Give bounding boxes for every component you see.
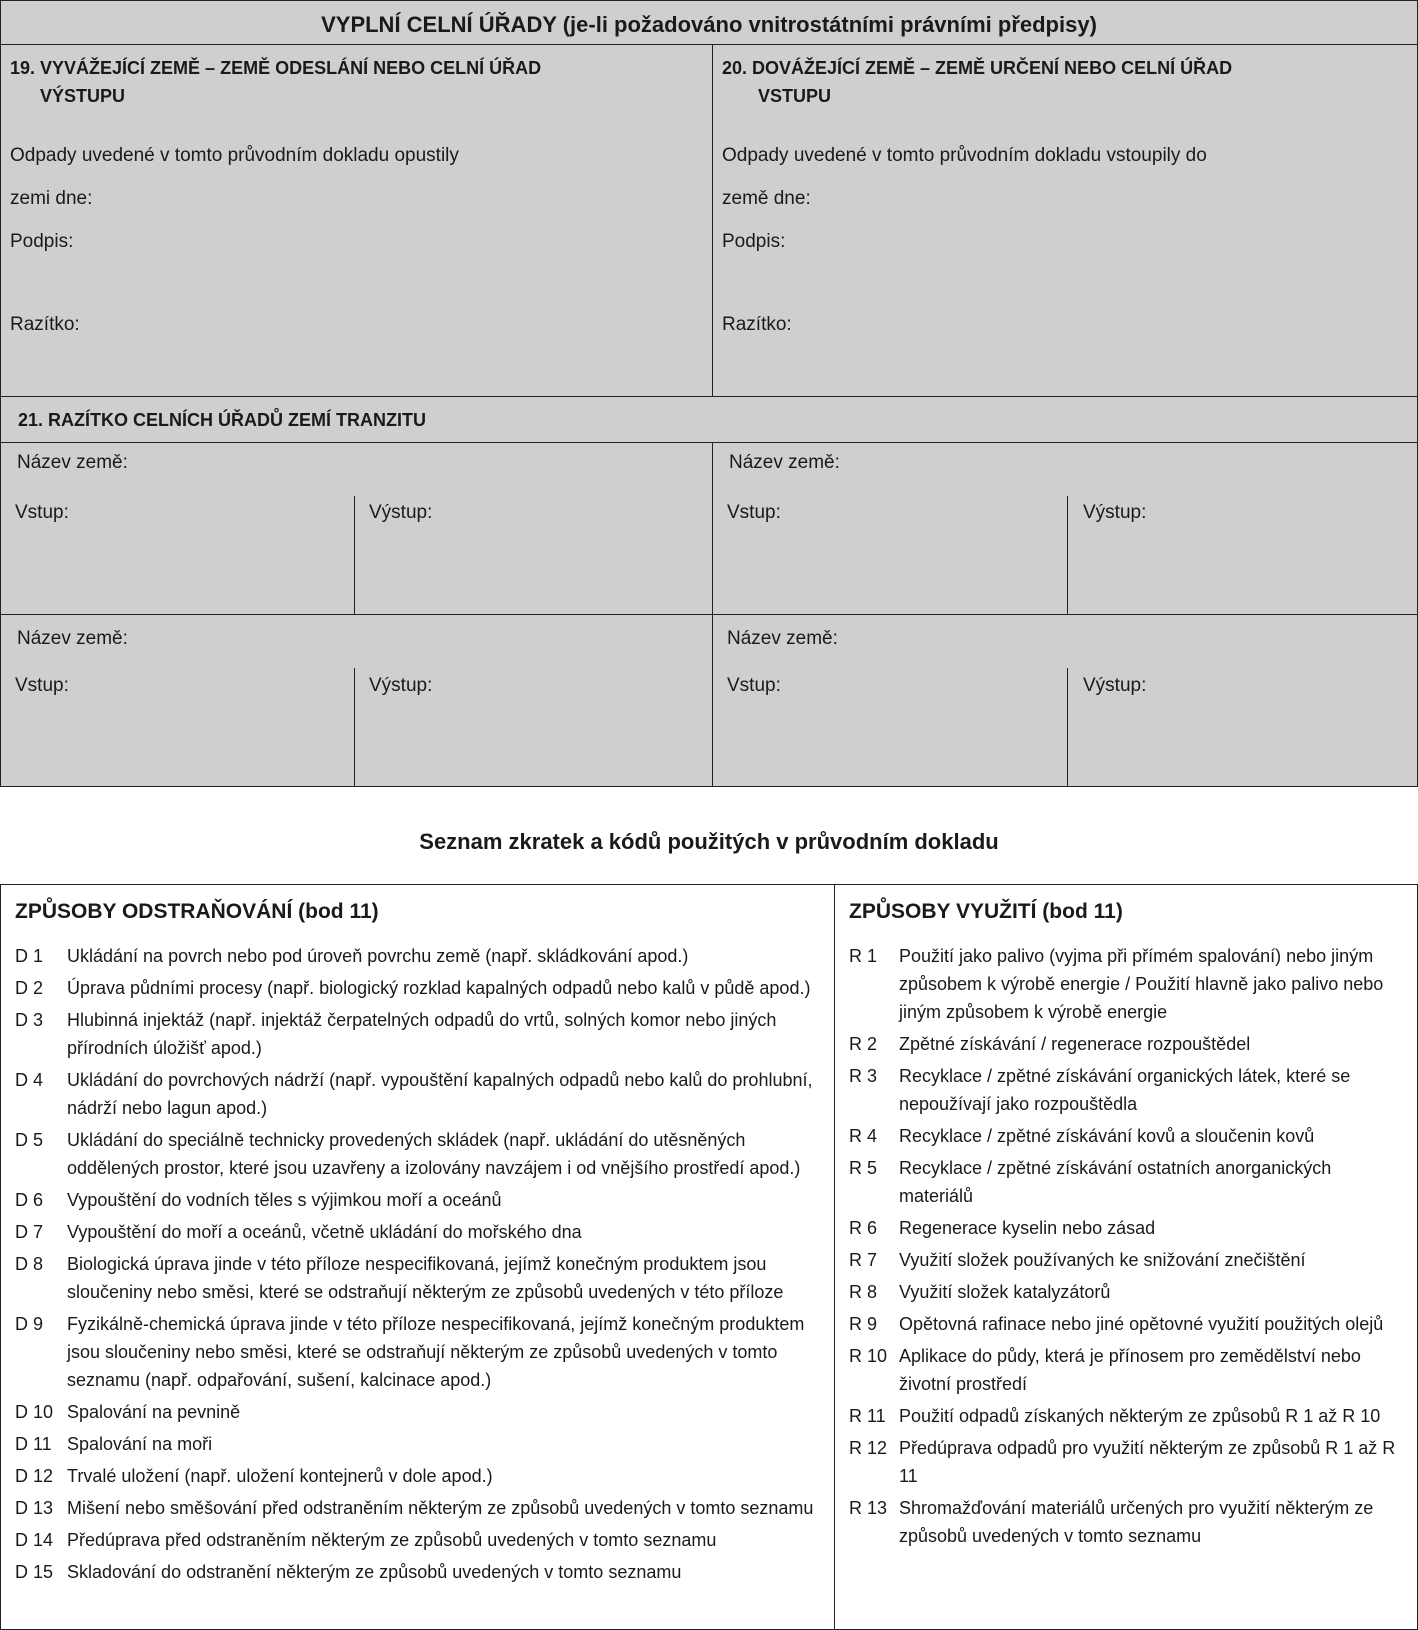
disposal-description: Fyzikálně-chemická úprava jinde v této příloze nespecifikovaná, jejímž konečným produktem jsou sloučeniny nebo směsi, které se odstraňují některým ze způsobů uvedených v tomto seznamu (např. odpařování, sušení, kalcinace apod.) — [67, 1314, 805, 1390]
recovery-code: R 13 — [849, 1498, 888, 1518]
recovery-item — [849, 1310, 1407, 1338]
disposal-description: Hlubinná injektáž (např. injektáž čerpatelných odpadů do vrtů, solných komor nebo jiných přírodních úložišť apod.) — [67, 1010, 777, 1058]
recovery-description: Předúprava odpadů pro využití některým ze způsobů R 1 až R 11 — [899, 1438, 1396, 1486]
divider — [354, 668, 355, 787]
disposal-code: D 11 — [15, 1434, 52, 1454]
recovery-code: R 12 — [849, 1438, 888, 1458]
recovery-list — [849, 942, 1407, 1554]
disposal-description: Vypouštění do vodních těles s výjimkou moří a oceánů — [67, 1190, 502, 1210]
recovery-description: Opětovná rafinace nebo jiné opětovné využití použitých olejů — [899, 1314, 1384, 1334]
recovery-description: Zpětné získávání / regenerace rozpouštědel — [899, 1034, 1251, 1054]
disposal-code: D 13 — [15, 1498, 54, 1518]
recovery-item — [849, 1154, 1407, 1210]
disposal-code: D 3 — [15, 1010, 44, 1030]
transit-3-country-label[interactable]: Název země: — [17, 628, 128, 649]
transit-3-entry-label[interactable]: Vstup: — [15, 675, 69, 696]
disposal-code: D 2 — [15, 978, 44, 998]
customs-section — [0, 0, 1418, 787]
disposal-item — [15, 1218, 823, 1246]
recovery-item — [849, 1246, 1407, 1274]
recovery-description: Využití složek používaných ke snižování znečištění — [899, 1250, 1306, 1270]
disposal-item — [15, 974, 823, 1002]
disposal-code: D 1 — [15, 946, 44, 966]
recovery-code: R 4 — [849, 1126, 878, 1146]
transit-3-exit-label[interactable]: Výstup: — [369, 675, 433, 696]
disposal-item — [15, 1310, 823, 1394]
disposal-code: D 12 — [15, 1466, 54, 1486]
transit-1-entry-label[interactable]: Vstup: — [15, 502, 69, 523]
disposal-item — [15, 1250, 823, 1306]
customs-title: VYPLNÍ CELNÍ ÚŘADY (je-li požadováno vnitrostátními právními předpisy) — [321, 12, 1097, 37]
disposal-code: D 14 — [15, 1530, 54, 1550]
recovery-code: R 7 — [849, 1250, 878, 1270]
disposal-description: Spalování na pevnině — [67, 1402, 241, 1422]
disposal-description: Trvalé uložení (např. uložení kontejnerů v dole apod.) — [67, 1466, 493, 1486]
disposal-description: Biologická úprava jinde v této příloze nespecifikovaná, jejímž konečným produktem jsou sloučeniny nebo směsi, které se odstraňují některým ze způsobů uvedených v této příloze — [67, 1254, 784, 1302]
box20-text: Odpady uvedené v tomto průvodním dokladu vstoupily do — [722, 145, 1207, 166]
recovery-code: R 3 — [849, 1066, 878, 1086]
recovery-code: R 1 — [849, 946, 878, 966]
box19-header: 19. VYVÁŽEJÍCÍ ZEMĚ – ZEMĚ ODESLÁNÍ NEBO CELNÍ ÚŘAD — [10, 58, 542, 78]
recovery-description: Použití odpadů získaných některým ze způsobů R 1 až R 10 — [899, 1406, 1381, 1426]
divider — [712, 44, 713, 396]
disposal-description: Ukládání do povrchových nádrží (např. vypouštění kapalných odpadů nebo kalů do prohlubní, nádrží nebo lagun apod.) — [67, 1070, 813, 1118]
disposal-code: D 7 — [15, 1222, 44, 1242]
transit-2-entry-label[interactable]: Vstup: — [727, 502, 781, 523]
recovery-item — [849, 1214, 1407, 1242]
transit-1-country-label[interactable]: Název země: — [17, 452, 128, 473]
disposal-description: Úprava půdními procesy (např. biologický rozklad kapalných odpadů nebo kalů v půdě apod.) — [67, 978, 811, 998]
box19-stamp-label[interactable]: Razítko: — [10, 314, 80, 335]
disposal-item — [15, 1398, 823, 1426]
recovery-code: R 2 — [849, 1034, 878, 1054]
box20-date-label[interactable]: země dne: — [722, 188, 811, 209]
divider — [1067, 496, 1068, 614]
box21-header: 21. RAZÍTKO CELNÍCH ÚŘADŮ ZEMÍ TRANZITU — [18, 410, 426, 430]
disposal-description: Předúprava před odstraněním některým ze způsobů uvedených v tomto seznamu — [67, 1530, 717, 1550]
disposal-code: D 8 — [15, 1254, 44, 1274]
box20-header: 20. DOVÁŽEJÍCÍ ZEMĚ – ZEMĚ URČENÍ NEBO CELNÍ ÚŘAD — [722, 58, 1233, 78]
recovery-item — [849, 1062, 1407, 1118]
transit-2-exit-label[interactable]: Výstup: — [1083, 502, 1147, 523]
disposal-description: Vypouštění do moří a oceánů, včetně ukládání do mořského dna — [67, 1222, 582, 1242]
disposal-code: D 15 — [15, 1562, 54, 1582]
disposal-description: Skladování do odstranění některým ze způsobů uvedených v tomto seznamu — [67, 1562, 682, 1582]
recovery-item — [849, 1494, 1407, 1550]
recovery-description: Využití složek katalyzátorů — [899, 1282, 1111, 1302]
transit-4-entry-label[interactable]: Vstup: — [727, 675, 781, 696]
recovery-item — [849, 1434, 1407, 1490]
disposal-description: Ukládání na povrch nebo pod úroveň povrchu země (např. skládkování apod.) — [67, 946, 689, 966]
disposal-description: Ukládání do speciálně technicky provedených skládek (např. ukládání do utěsněných oddělených prostor, které jsou uzavřeny a izolovány navzájem i od vnějšího prostředí apod.) — [67, 1130, 801, 1178]
disposal-item — [15, 1430, 823, 1458]
recovery-description: Použití jako palivo (vyjma při přímém spalování) nebo jiným způsobem k výrobě energie / Použití hlavně jako palivo nebo jiným způsobem k výrobě energie — [899, 946, 1384, 1022]
recovery-code: R 8 — [849, 1282, 878, 1302]
recovery-item — [849, 1402, 1407, 1430]
divider — [0, 396, 1418, 397]
recovery-header: ZPŮSOBY VYUŽITÍ (bod 11) — [849, 900, 1123, 923]
recovery-description: Aplikace do půdy, která je přínosem pro zemědělství nebo životní prostředí — [899, 1346, 1361, 1394]
box19-date-label[interactable]: zemi dne: — [10, 188, 93, 209]
divider — [0, 614, 1418, 615]
disposal-item — [15, 1186, 823, 1214]
disposal-header: ZPŮSOBY ODSTRAŇOVÁNÍ (bod 11) — [15, 900, 379, 923]
disposal-item — [15, 1462, 823, 1490]
disposal-description: Mišení nebo směšování před odstraněním některým ze způsobů uvedených v tomto seznamu — [67, 1498, 814, 1518]
transit-4-exit-label[interactable]: Výstup: — [1083, 675, 1147, 696]
recovery-description: Recyklace / zpětné získávání ostatních anorganických materiálů — [899, 1158, 1332, 1206]
recovery-item — [849, 1342, 1407, 1398]
recovery-description: Regenerace kyselin nebo zásad — [899, 1218, 1156, 1238]
disposal-code: D 5 — [15, 1130, 44, 1150]
disposal-description: Spalování na moři — [67, 1434, 213, 1454]
divider — [0, 442, 1418, 443]
box19-text: Odpady uvedené v tomto průvodním dokladu opustily — [10, 145, 459, 166]
recovery-description: Recyklace / zpětné získávání kovů a sloučenin kovů — [899, 1126, 1315, 1146]
recovery-item — [849, 1278, 1407, 1306]
disposal-item — [15, 1494, 823, 1522]
disposal-code: D 10 — [15, 1402, 54, 1422]
disposal-code: D 6 — [15, 1190, 44, 1210]
recovery-code: R 6 — [849, 1218, 878, 1238]
disposal-item — [15, 1558, 823, 1586]
recovery-item — [849, 1030, 1407, 1058]
box20-signature-label[interactable]: Podpis: — [722, 231, 786, 252]
recovery-description: Recyklace / zpětné získávání organických látek, které se nepoužívají jako rozpouštědla — [899, 1066, 1351, 1114]
divider — [834, 884, 835, 1630]
disposal-item — [15, 1006, 823, 1062]
transit-2-country-label[interactable]: Název země: — [729, 452, 840, 473]
recovery-code: R 9 — [849, 1314, 878, 1334]
codes-list-title: Seznam zkratek a kódů použitých v průvodním dokladu — [419, 829, 999, 854]
box20-stamp-label[interactable]: Razítko: — [722, 314, 792, 335]
divider — [1067, 668, 1068, 787]
box19-signature-label[interactable]: Podpis: — [10, 231, 74, 252]
disposal-item — [15, 1126, 823, 1182]
recovery-code: R 11 — [849, 1406, 886, 1426]
disposal-code: D 4 — [15, 1070, 44, 1090]
disposal-item — [15, 942, 823, 970]
recovery-code: R 10 — [849, 1346, 888, 1366]
recovery-item — [849, 942, 1407, 1026]
disposal-list — [15, 942, 823, 1590]
transit-1-exit-label[interactable]: Výstup: — [369, 502, 433, 523]
box20-header-cont: VSTUPU — [758, 86, 832, 106]
disposal-code: D 9 — [15, 1314, 44, 1334]
recovery-item — [849, 1122, 1407, 1150]
transit-4-country-label[interactable]: Název země: — [727, 628, 838, 649]
disposal-item — [15, 1526, 823, 1554]
recovery-description: Shromažďování materiálů určených pro využití některým ze způsobů uvedených v tomto seznamu — [899, 1498, 1374, 1546]
disposal-item — [15, 1066, 823, 1122]
box19-header-cont: VÝSTUPU — [40, 86, 126, 106]
divider — [0, 44, 1418, 45]
divider — [354, 496, 355, 614]
recovery-code: R 5 — [849, 1158, 878, 1178]
